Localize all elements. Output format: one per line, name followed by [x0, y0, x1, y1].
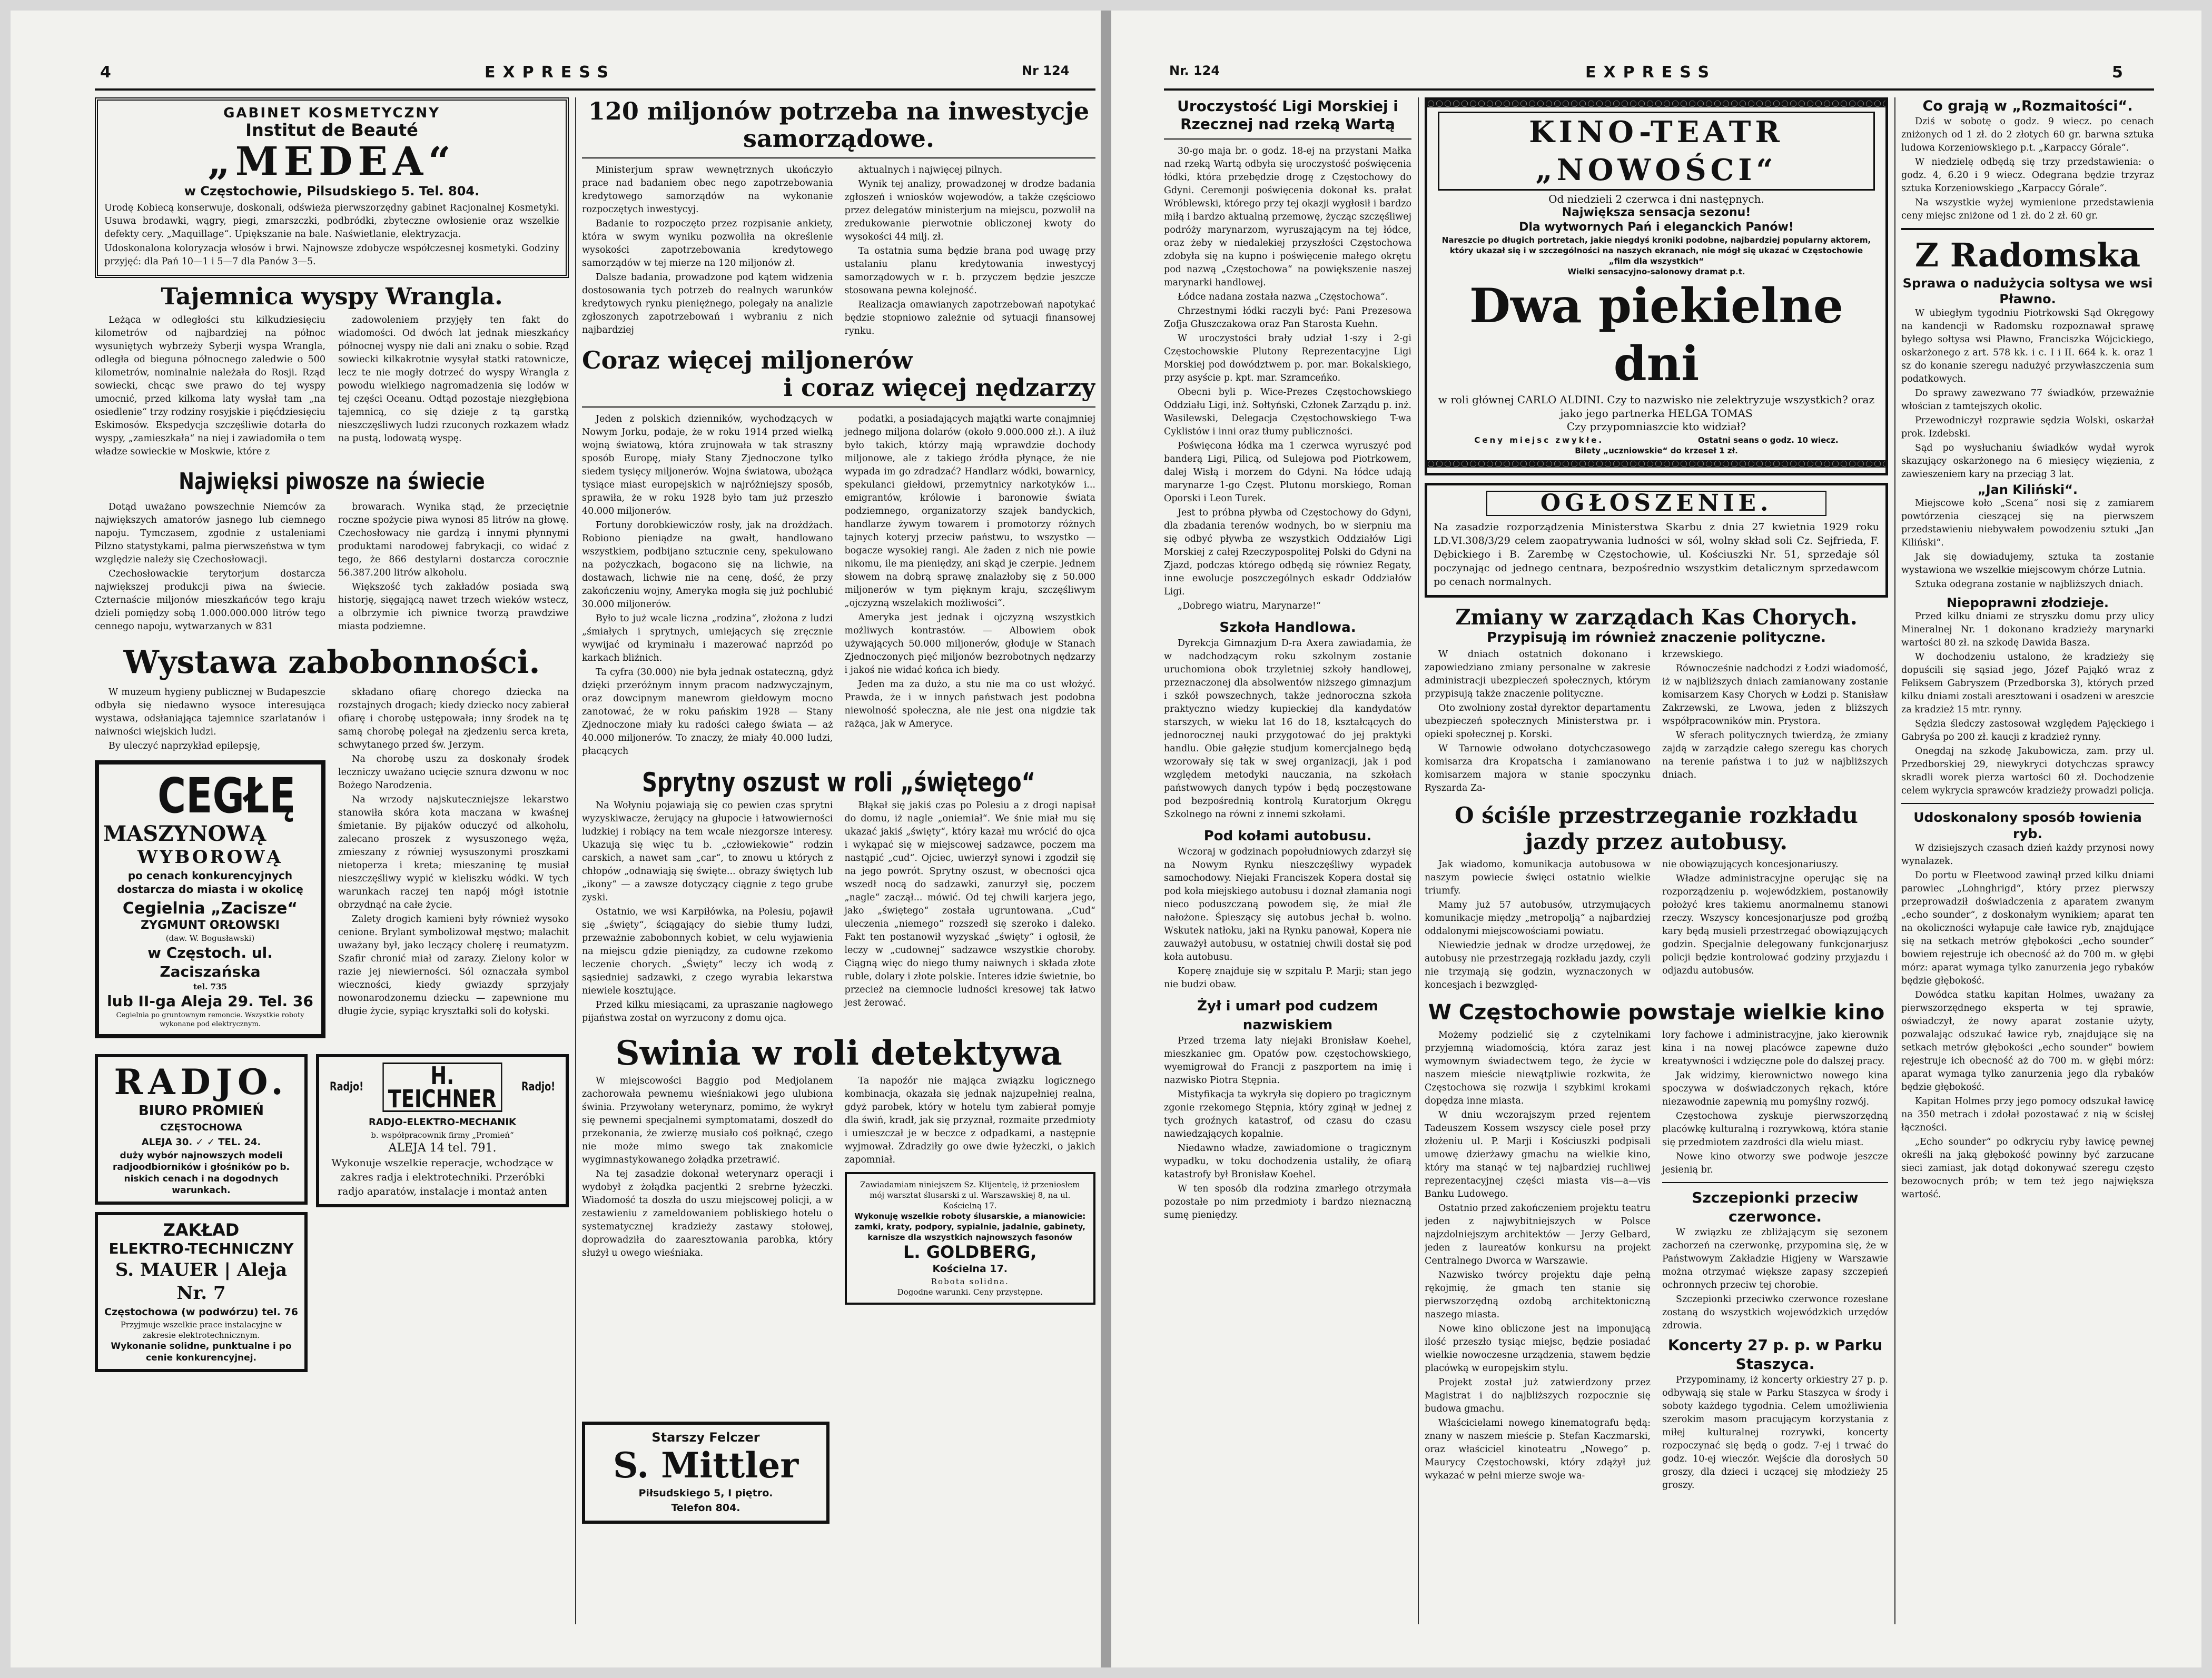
koncerty-p1: Przypominamy, iż koncerty orkiestry 27 p. p. odbywają się stale w Parku Staszyca w środy i soboty każdego tygodnia. Celem umożliwienia szerokim masom pracującym korzystania z miłej kulturalnej rozrywki, koncerty rozpoczynać się będą o godz. 7-ej i trwać do godz. 10-ej wieczór. Wejście dla dorosłych 50 groszy, dla dzieci i uczącej się młodzieży 25 groszy.: [1662, 1375, 1888, 1491]
cegle-t5: Cegielnia „Zacisze“: [122, 899, 298, 918]
cegle-t3: WYBOROWĄ: [137, 847, 283, 868]
swinia-body: [582, 1075, 1095, 1312]
right-page: [1111, 11, 2201, 1667]
newspaper-spread: [11, 11, 2201, 1667]
left-column-1: [95, 97, 569, 1624]
left-column-divider: [575, 97, 576, 1624]
autobus-title: Pod kołami autobusu.: [1203, 828, 1372, 844]
inwestycje-p4: aktualnych i najwięcej pilnych.: [858, 165, 1003, 175]
goldberg-t4: Kościelna 17.: [932, 1263, 1008, 1275]
nedza-p3: Było to już wcale liczna „rodzina“, złożona z ludzi „śmiałych i sprytnych, umiejących się zręcznie wywijać od kryminału i mazerować naprzód po karkach bliźnich.: [582, 613, 833, 663]
kino-dots-top: [1427, 100, 1885, 107]
inwestycje-p3: Dalsze badania, prowadzone pod kątem widzenia dostosowania tych potrzeb do realnych warunków kredytowych rynku pieniężnego, polegały na analizie zgłoszonych zapotrzebowań i wybraniu z nich najbardziej: [582, 272, 833, 335]
swinia-p3: Ta napoźór nie mająca związku logicznego kombinacja, okazała się jednak najzupełniej realna, gdyż parobek, który w hotelu tym zabierał pomyje dla świń, kradł, jak się przyznał, rozmaite przedmioty i umieszczał je w beczce z odpadkami, a następnie wyjmował. Zdradziły go owe dwie łyżeczki, o jakich zapomniał.: [844, 1076, 1095, 1165]
wystawa-p5: Na wrzody najskuteczniejsze lekarstwo stanowiła skóra kota maczana w kwaśnej śmietanie. By pijaków oduczyć od alkoholu, zalecano proszek z wysuszonego węża, zmieszany z równiej wysuszonymi proszkami nietoperza i kreta; mieszaninę tę musiał nieszczęśliwy wypić w kieliszku wódki. W tych warunkach raczej ten napój mógł istotnie obrzydnąć na całe życie.: [338, 795, 569, 910]
radomska-p6: Jak się dowiadujemy, sztuka ta zostanie wystawiona we wszelkie miejscowym chórze Lutnia.: [1901, 552, 2154, 575]
rozmaitosci-title: Co grają w „Rozmaitości“.: [1922, 98, 2133, 114]
goldberg-t2: Wykonuję wszelkie roboty ślusarskie, a mianowicie: zamki, kraty, podpory, sypialnie, jadalnie, gabinety, karnisze dla wszystkich najnowszych fasonów: [854, 1212, 1086, 1242]
cegle-t6: ZYGMUNT ORŁOWSKI: [141, 919, 280, 932]
piwosze-p2: Czechosłowackie terytorjum dostarcza największej produkcji piwa na świecie. Czternaście miljonów mieszkańców tego kraju dzieli pomiędzy sobą 1.000.000.000 litrów tego cennego napoju, wytwarzanych w 831: [95, 569, 325, 632]
cegle-t4: po cenach konkurencyjnych dostarcza do miasta i w okolicę: [117, 869, 303, 896]
wrangel-p2: zadowoleniem przyjęły ten fakt do wiadomości. Od dwóch lat jednak mieszkańcy północnej wyspy nie dali ani znaku o sobie. Rząd sowiecki kilkakrotnie wysyłał statki ratownicze, lecz te nie mogły dotrzeć do wyspy Wrangla z powodu wielkiego nagromadzenia się lodów w tej części Oceanu. Odtąd pozostaje niezgłębiona tajemnicą, co się dzieje z tą garstką nieszczęśliwych ludzi rzuconych rozkazem władz na pustą, lodowatą wyspę.: [338, 315, 569, 444]
kino2-p7: Właścicielami nowego kinematografu będą: znany w naszem mieście p. Stefan Kaczmarski, oraz właściciel kinoteatru „Nowego“ p. Maurycy Częstochowski, który zdążył już wykazać w pełni mierze swoje wa-: [1425, 1418, 1651, 1481]
kino2-body: [1425, 1029, 1888, 1493]
ryb-rule: [1901, 803, 2154, 804]
kino-t1: KINO-TEATR „NOWOŚCI“: [1438, 112, 1875, 191]
cegle-t11: Cegielnia po gruntownym remoncie. Wszystkie roboty wykonane pod elektrycznym.: [116, 1011, 304, 1028]
inwestycje-rule: [582, 157, 1095, 158]
kasy-p5: Równocześnie nadchodzi z Łodzi wiadomość, iż w najbliższych dniach zamianowany zostanie komisarzem Kasy Chorych w Łodzi p. Stanisław Zakrzewski, ze Lwowa, jeden z bliższych współpracowników min. Prystora.: [1662, 663, 1888, 727]
medea-address: w Częstochowie, Pilsudskiego 5. Tel. 804.: [184, 184, 480, 198]
right-header-rule: [1164, 88, 2154, 91]
mittler-t1: Starszy Felczer: [651, 1430, 760, 1445]
kino-t2: Od niedzieli 2 czerwca i dni następnych.: [1548, 193, 1764, 205]
zlodzieje-p1: Przed kilku dniami ze stryszku domu przy ulicy Mineralnej Nr. 1 dokonano kradzieży marynarki wartości 80 zł. na szkodę Dawida Basza.: [1901, 611, 2154, 648]
wystawa-body: [95, 686, 569, 1046]
kasy-p2: Oto zwolniony został dyrektor departamentu ubezpieczeń społecznych Ministerstwa pr. i opieki społecznej p. Korski.: [1425, 703, 1651, 740]
wrangel-body: [95, 314, 569, 460]
spread-gutter: [1101, 11, 1111, 1667]
oszust-p1: Na Wołyniu pojawiają się co pewien czas sprytni wyzyskiwacze, żerujący na głupocie i łatwowierności ludzkiej i robiący na tem wcale niezgorsze interesy. Ukazują się więc tu b. „człowiekowie“ rodzin carskich, a nawet sam „car“, to znowu u których z chłopów „odnawiają się święte... obrazy świętych lub „ikony“ — a zawsze dotyczący ciągnie z tego grube zyski.: [582, 800, 833, 903]
rozklad-p1: Jak wiadomo, komunikacja autobusowa w naszym powiecie święci ostatnio wielkie triumfy.: [1425, 859, 1651, 896]
ogloszenie-ad: [1425, 483, 1888, 598]
right-column-divider-2: [1894, 97, 1895, 1624]
koncerty-title: Koncerty 27 p. p. w Parku Staszyca.: [1667, 1336, 1883, 1373]
ryb-p3: Dowódca statku kapitan Holmes, uważany za pierwszorzędnego eksperta w tej sprawie, oświadczył, że nowy aparat zostanie użyty, pozwalając odszukać ławice ryb, znajdujące się na setkach metrów głębokości „echo sounder“ bowiem rejestruje ich obecność aż do 700 m. w głębi mórz: aparat wymaga tylko zanurzenia jego dla rybaków będzie głębokość.: [1901, 990, 2154, 1093]
ryb-p2: Do portu w Fleetwood zawinął przed kilku dniami parowiec „Lohnghrigd“, który przez pierwszy przeprowadził doświadczenia z aparatem zwanym „echo sounder“, z doskonałym wynikiem; aparat ten na okoliczności wyłapuje całe ławice ryb, znajdujące się na setkach metrów głębokości „echo sounder“ bowiem rejestruje ich obecność aż do 700 m. w głębi mórz: aparat wymaga tylko zanurzenia jego rybaków będzie głębokość.: [1901, 870, 2154, 986]
liga-p2: Łódce nadana została nazwa „Częstochowa“.: [1178, 292, 1388, 302]
zyl-p1: Przed trzema laty niejaki Bronisław Koehel, mieszkaniec gm. Opatów pow. częstochowskiego, wyemigrował do Francji z paszportem na imię i nazwisko Piotra Stępnia.: [1164, 1036, 1411, 1086]
inwestycje-p6: Ta ostatnia suma będzie brana pod uwagę przy ustalaniu planu kredytowania inwestycyj samorządowych w r. b. przyczem będzie jeszcze stosowana pewna kolejność.: [844, 246, 1095, 296]
piwosze-p4: Większość tych zakładów posiada swą historję, sięgającą nawet trzech wieków wstecz, a olbrzymie ich piwnice tworzą prawdziwe miasta podziemne.: [338, 582, 569, 632]
nedza-p7: Jeden ma za dużo, a stu nie ma co ust włożyć. Prawda, że i w innych państwach jest podobna niewolność społeczna, ale nie jest ona nigdzie tak rażąca, jak w Ameryce.: [844, 679, 1095, 729]
kino-t6: Wielki sensacyjno-salonowy dramat p.t.: [1567, 267, 1745, 276]
piwosze-p1: Dotąd uważano powszechnie Niemców za największych amatorów jasnego lub ciemnego napoju. Tymczasem, zgodnie z ustaleniami Pilzno statystykami, palma pierwszeństwa w tym względzie należy się Czechosłowacji.: [95, 502, 325, 565]
radjo-t5: duży wybór najnowszych modeli radjoodbiorników i głośników po b. niskich cenach i na dogodnych warunkach.: [113, 1150, 290, 1196]
kasy-body: [1425, 648, 1888, 796]
cegle-t1: CEGŁĘ: [157, 768, 296, 824]
kino2-p6: Projekt został już zatwierdzony przez Magistrat i do najbliższych rozpocznie się budowa gmachu.: [1425, 1377, 1651, 1414]
nedza-title-1: Coraz więcej miljonerów: [582, 346, 913, 374]
zlodzieje-title: Niepoprawni złodzieje.: [1947, 595, 2109, 610]
nedza-p6: Ameryka jest jednak i ojczyzną wszystkich możliwych kontrastów. — Albowiem obok używających 50.000 miljonerów, głoduje w Stanach Zjednoczonych pięć miljonów bezrobotnych nędzarzy i jakoś nie widać końca ich biedy.: [844, 612, 1095, 676]
right-page-number: 5: [2112, 63, 2123, 82]
radomska-p4: Sąd po wysłuchaniu świadków wydał wyrok skazujący oskarżonego na 6 miesięcy więzienia, z zawieszeniem kary na przeciąg 3 lat.: [1901, 443, 2154, 480]
kasy-p4: krzewskiego.: [1662, 649, 1724, 660]
nedza-p1: Jeden z polskich dzienników, wychodzących w Nowym Jorku, podaje, że w roku 1914 przed wielką wojną światową, która zrujnowała w tak straszny sposób Europę, miały Stany Zjednoczone tylko siedem tysięcy miljonerów. Wojna światowa, ubożąca tysiące miast europejskich w najróżniejszy sposób, sprawiła, że w roku 1928 było tam już przeszło 40.000 miljonerów.: [582, 414, 833, 517]
radomska-sub: Sprawa o nadużycia soltysa we wsi Pławno.: [1902, 276, 2153, 306]
oszust-body: [582, 799, 1095, 1026]
ryb-p1: W dzisiejszych czasach dzień każdy przynosi nowy wynalazek.: [1901, 843, 2154, 867]
liga-p6: Poświęcona łódka ma 1 czerwca wyruszyć pod banderą Ligi, Pilicą, od Sulejowa pod Piotrkowem, dalej Wisłą i morzem do Gdyni. Na łódce udają marynarze 1-go Częst. Plutonu morskiego, Roman Oporski i Leon Turek.: [1164, 441, 1411, 504]
nedza-p2: Fortuny dorobkiewiczów rosły, jak na drożdżach. Robiono pieniądze na gwałt, handlowano wszystkiem, podbijano sztucznie ceny, spekulowano na pożyczkach, bogacono się na lichwie, na dostawach, lichwie nie na cenę, dość, że przy zakończeniu wojny, Ameryka mogła się już pochlubić 30.000 miljonerów.: [582, 520, 833, 610]
wystawa-p6: Zalety drogich kamieni były również wysoko cenione. Brylant symbolizował męstwo; malachit uważany był, jako leczący cholerę i reumatyzm. Szafir chronić miał od zarazy. Zielony kolor w razie jej niewierności. Sól oznaczała symbol wieczności, kiedy gwiazdy sprzyjały nowonarodzonemu dziecku — zapewnione mu długie życie, sypiąc kryształki soli do kołyski.: [338, 914, 569, 1017]
wystawa-p1: W muzeum hygieny publicznej w Budapeszcie odbyła się niedawno wysoce interesująca wystawa, odsłaniająca tajemnice szarlatanów i naiwności wiejskich ludzi.: [95, 687, 325, 737]
mittler-t3: Piłsudskiego 5, I piętro.: [638, 1487, 773, 1499]
teichner-sub2: b. współpracownik firmy „Promień“: [371, 1130, 514, 1140]
kasy-p6: W sferach politycznych twierdzą, że zmiany zajdą w zarządzie całego szeregu kas chorych na terenie państwa i to już w najbliższych dniach.: [1662, 730, 1888, 780]
kino-t12: Bilety „uczniowskie“ do krzeseł 1 zł.: [1575, 446, 1738, 455]
kino2-p2: W dniu wczorajszym przed rejentem Tadeuszem Kossem wszyscy ciele poseł przy złożeniu ul. P. Marji i Kościuszki podpisali umowę dzierżawy gmachu na wielkie kino, który ma stanąć w tej najbardziej ruchliwej reprezentacyjnej części miasta vis—a—vis Banku Ludowego.: [1425, 1110, 1651, 1199]
ogloszenie-body: Na zasadzie rozporządzenia Ministerstwa Skarbu z dnia 27 kwietnia 1929 roku LD.VI.308/3/29 celem zaopatrywania ludności w sól, wolny skład soli Cz. Sejfrieda, F. Dębickiego i B. Zarembę w Częstochowie, ul. Kościuszki Nr. 51, sprzedaje sól poczynając od jednego centnara, bezpośrednio wszystkim detalicznym sprzedawcom po cenach normalnych.: [1434, 521, 1879, 588]
oszust-p3: Przed kilku miesiącami, za upraszanie nagłowego pijaństwa został on wyrzucony z domu ojca.: [582, 1000, 833, 1024]
rozklad-title: O ściśle przestrzeganie rozkładu jazdy przez autobusy.: [1455, 802, 1858, 855]
zlodzieje-p4: Onegdaj na szkodę Jakubowicza, zam. przy ul. Przedborskiej 29, niewykryci dotychczas sprawcy skradli worek pierza wartości 60 zł. Dochodzenie celem wykrycia sprawców kradzieży prowadzi policja.: [1901, 746, 2154, 796]
teichner-ad: [316, 1054, 569, 1207]
mauer-t6: Wykonanie solidne, punktualne i po cenie konkurencyjnej.: [111, 1341, 292, 1363]
nedza-p4: Ta cyfra (30.000) nie była jednak ostateczną, gdyż dzięki przeróżnym innym pracom nadzwyczajnym, oraz dowcipnym manewrom giełdowym mocno zanotować, że w roku pańskim 1928 — Stany Zjednoczone miały ku radości całego świata — aż 40.000 miljonerów. To znaczy, że miały 40.000 ludzi, płacących: [582, 667, 833, 757]
kino-t9: Czy przypomniaszcie kto widział?: [1566, 420, 1746, 433]
zyl-p3: Niedawno władze, zawiadomione o tragicznym wypadku, w toku dochodzenia ustaliły, że ofiarą katastrofy był Bronisław Koehel.: [1164, 1143, 1411, 1180]
nedza-body: [582, 413, 1095, 759]
radjo-t4: ALEJA 30. ✓ ✓ TEL. 24.: [141, 1137, 261, 1148]
swinia-p1: W miejscowości Baggio pod Medjolanem zachorowała pewnemu wieśniakowi jego ulubiona świnia. Przywołany weterynarz, pomimo, że wykrył się pewnemi specjalnemi symptomatami, doszedł do przekonania, że zwierzę musiało coś połknąć, czego nie może mimo swego tak znakomicie wygimnastykowanego żołądka przetrawić.: [582, 1076, 833, 1165]
cegle-ad: [95, 760, 325, 1038]
zyl-p2: Mistyfikacja ta wykryła się dopiero po tragicznym zgonie rzekomego Stępnia, który zginął w jednej z tych groźnych katastrof, od czasu do czasu nawiedzających kopalnie.: [1164, 1089, 1411, 1139]
liga-p7: Jest to próbna pływba od Częstochowy do Gdyni, dla zbadania terenów wodnych, bo w sierpniu ma się odbyć pływba ze wszystkich Oddziałów Ligi Morskiej z całej Rzeczypospolitej Polski do Gdyni na Zjazd, podczas którego odbędą się równiez Regaty, inne ewolucje poszczególnych eskadr Oddziałów Ligi.: [1164, 508, 1411, 597]
kasy-p1: W dniach ostatnich dokonano i zapowiedziano zmiany personalne w zakresie administracji ubezpieczeń społecznych, którym przypisują także znaczenie polityczne.: [1425, 649, 1651, 699]
mauer-t4: Częstochowa (w podwórzu) tel. 76: [104, 1306, 298, 1318]
right-issue-number: Nr. 124: [1169, 63, 1220, 78]
szczepionki-p1: W związku ze zbliżającym się sezonem zachorzeń na czerwonkę, przypomina się, że w Państwowym Zakładzie Higjeny w Warszawie można otrzymać większe zapasy szczepień ochronnych przeciw tej chorobie.: [1662, 1227, 1888, 1290]
wrangel-title: Tajemnica wyspy Wrangla.: [161, 283, 503, 310]
piwosze-title: Najwięksi piwosze na świecie: [179, 468, 485, 495]
kino2-p5: Nowe kino obliczone jest na imponującą ilość przeszło tysiąc miejsc, będzie posiadać wielkie nowoczesne urządzenia, stawem będzie placówką w europejskim stylu.: [1425, 1324, 1651, 1374]
zlodzieje-p3: Sędzia śledczy zastosował względem Pajęckiego i Gabryśa po 200 zł. kaucji z kradzież rynny.: [1901, 719, 2154, 742]
liga-p4: W uroczystości brały udział 1-szy i 2-gi Częstochowskie Plutony Reprezentacyjne Ligi Morskiej pod dowództwem p. por. mar. Bokalskiego, przy asyście p. kpt. mar. Szramceńko.: [1164, 333, 1411, 383]
left-header-rule: [95, 88, 1095, 91]
teichner-side-right: Radjo!: [521, 1080, 555, 1094]
liga-p3: Chrzestnymi łódki raczyli być: Pani Prezesowa Zofja Głuszczakowa oraz Pan Starosta Kuehn.: [1164, 306, 1411, 330]
cegle-t8: w Częstoch. ul. Zaciszańska: [147, 944, 273, 980]
mittler-t2: S. Mittler: [613, 1445, 799, 1486]
nedza-rule: [582, 406, 1095, 408]
right-column-3: [1901, 97, 2154, 1624]
medea-name: „MEDEA“: [208, 139, 456, 184]
kino-t3: Największa sensacja sezonu!: [1562, 206, 1751, 219]
wystawa-title: Wystawa zabobonności.: [123, 644, 540, 681]
left-header-title: EXPRESS: [485, 63, 616, 82]
autobus-p1: Wczoraj w godzinach popołudniowych zdarzył się na Nowym Rynku nieszczęśliwy wypadek samochodowy. Niejaki Franciszek Kopera dostał się pod koła miejskiego autobusu i doznał złamania nogi nieco poduszczaną powodem się, że miał źle nałożone. Śpieszący się autobus jechał b. wolno. Wskutek natłoku, jaki na Rynku panował, Kopera nie zauważył autobusu, w ostatniej chwili dostał się pod koła autobusu.: [1164, 847, 1411, 962]
kino2-title: W Częstochowie powstaje wielkie kino: [1428, 1000, 1885, 1025]
wystawa-p4: Na chorobę uszu za doskonały środek leczniczy uważano ucięcie sznura dzwonu w noc Bożego Narodzenia.: [338, 754, 569, 791]
szczepionki-p2: Szczepionki przeciwko czerwonce rozesłane zostaną do wszystkich wojewódzkich urzędów zdrowia.: [1662, 1294, 1888, 1331]
inwestycje-p1: Ministerjum spraw wewnętrznych ukończyło prace nad badaniem obec nego zapotrzebowania kredytowego samorządów na wykonanie rozpoczętych inwestycyj.: [582, 165, 833, 215]
teichner-sub: RADJO-ELEKTRO-MECHANIK: [369, 1117, 516, 1128]
inwestycje-body: [582, 164, 1095, 339]
kino-footer: [1427, 435, 1885, 445]
szczepionki-rule: [1662, 1182, 1888, 1183]
zyl-p4: W ten sposób dla rodzina zmarłego otrzymała pozostałe po nim przedmioty i bardzo nieznaczną sumę pieniędzy.: [1164, 1184, 1411, 1220]
radomska-sub2: „Jan Kiliński“.: [1977, 482, 2078, 497]
liga-p1: 30-go maja br. o godz. 18-ej na przystani Małka nad rzeką Wartą odbyła się uroczystość poświęcenia łódki, która przebędzie drogę z Częstochowy do Gdyni. Ceremonji poświęcenia dokonał ks. prałat Wróblewski, którego przy tej okazji wygłosił i bardzo miłą i bardzo aktualną przemowę, życząc szczęśliwej podróży marynarzom, wyruszającym na tej łódce, oraz żeby w niedalekiej przyszłości Częstochowa zdobyła się na kupno i poświęcenie małego okrętu pod nazwą „Częstochowa“ na powiększenie naszej marynarki handlowej.: [1164, 146, 1411, 288]
ryb-p4: Kapitan Holmes przy jego pomocy odszukał ławicę na 350 metrach i zdołał pozostawać z nią w ścisłej łączności.: [1901, 1096, 2154, 1133]
rozklad-p5: Władze administracyjne operując się na rozporządzeniu p. wojewódzkiem, postanowiły położyć kres takiemu anormalnemu stanowi rzeczy. Wszyscy koncesjonarjusze pod groźbą kary będą musieli przestrzegać obowiązujących godzin. Specjalnie delegowany funkcjonarjusz policji będzie kontrolować godziny przyjazdu i odjazdu autobusów.: [1662, 873, 1888, 976]
kino2-p10: Częstochowa zyskuje pierwszorzędną placówkę kulturalną i rozrywkową, która stanie się przedmiotem zazdrości dla wielu miast.: [1662, 1111, 1888, 1148]
ryb-p5: „Echo sounder“ po odkryciu ryby ławicę pewnej określi na jaką głębokość powinny być zarzucane sieci zamiast, jak dotąd dokonywać szeregu często bezowocnych prób; w tem też jego największa wartość.: [1901, 1137, 2154, 1200]
mittler-t4: Telefon 804.: [671, 1502, 740, 1514]
nedza-p5: podatki, a posiadających majątki warte conajmniej jednego miljona dolarów (około 9.000.000 zł.). A iluż było takich, którzy mają wprawdzie dochody miljonowe, ale z takiego źródła płynące, że nie wypada im go zdradzać? Handlarz wódki, bowarnicy, spekulanci giełdowi, przemytnicy narkotyków i... emigrantów, królowie i baronowie świata podziemnego, organizatorzy szajek bandyckich, handlarze żywym towarem i promotorzy różnych tajnych koteryj przeciw państwu, to wszystko — bogacze wysokiej rangi. Ale żaden z nich nie powie nikomu, ile ma pieniędzy, ani skąd je czerpie. Jednem słowem na dobrą sprawę znalazłoby się z 50.000 miljonerów w tym pięknym kraju, szczęśliwym „ojczyzną wszelakich możliwości“.: [844, 414, 1095, 609]
rozmaitosci-p3: Na wszystkie wyżej wymienione przedstawienia ceny miejsc zniżone od 1 zł. do 2 zł. 60 gr.: [1901, 197, 2154, 221]
swinia-p2: Na tej zasadzie dokonał weterynarz operacji i wydobył z żołądka pacjentki 2 srebrne łyżeczki. Wiadomość ta doszła do uszu miejscowej policji, a w zestawieniu z zameldowaniem pobliskiego hotelu o systematycznej kradzieży zastawy stołowej, doprowadziła do zaaresztowania parobka, który służył u owego wieśniaka.: [582, 1169, 833, 1258]
wrangel-p1: Leżąca w odległości stu kilkudziesięciu kilometrów od najbardziej na północ wysuniętych wybrzeży Syberji wyspa Wrangla, odległa od bieguna północnego zaledwie o 500 kilometrów, nominalnie należała do Rosji. Rząd sowiecki, chcąc swe prawo do tej wyspy umocnić, przed kilkoma laty wysłał tam „na osiedlenie“ trzy rodziny rosyjskie i pięćdziesięciu Eskimosów. Ekspedycja szczęśliwie dotarła do wyspy, „zamieszkała“ na niej i zawiadomiła o tem władze sowieckie w Moskwie, które z: [95, 315, 325, 457]
right-header-title: EXPRESS: [1585, 63, 1717, 82]
mauer-t2: ELEKTRO-TECHNICZNY: [108, 1240, 294, 1257]
handlowa-title: Szkoła Handlowa.: [1219, 620, 1356, 636]
medea-line1: GABINET KOSMETYCZNY: [223, 105, 440, 121]
radomska-title: Z Radomska: [1914, 236, 2141, 274]
ryb-title: Udoskonalony sposób łowienia ryb.: [1913, 810, 2142, 841]
radomska-rule: [1901, 228, 2154, 230]
goldberg-t3: L. GOLDBERG,: [903, 1242, 1037, 1262]
radomska-p3: Przewodniczył rozprawie sędzia Wolski, oskarżał prok. Izdebski.: [1901, 415, 2154, 439]
mauer-t5: Przyjmuje wszelkie prace instalacyjne w zakresie elektrotechnicznym.: [120, 1320, 282, 1340]
left-page-number: 4: [100, 63, 111, 82]
cegle-t7: (daw. W. Bogusławski): [165, 934, 255, 943]
medea-line2: Institut de Beauté: [245, 120, 418, 140]
piwosze-body: [95, 501, 569, 634]
rozmaitosci-p2: W niedzielę odbędą się trzy przedstawienia: o godz. 4, 6.20 i 9 wiecz. Odegrana będzie trzyraz sztuka Korzeniowskiego „Karpaccy Górale“.: [1901, 157, 2154, 194]
goldberg-t1: Zawiadamiam niniejszem Sz. Klijentelę, iż przeniosłem mój warsztat ślusarski z ul. Warszawskiej 8, na ul. Kościelną 17.: [860, 1180, 1080, 1210]
kino2-p4: Nazwisko twórcy projektu daje pełną rękojmię, że gmach ten stanie się pierwszorzędną ozdobą architektoniczną naszego miasta.: [1425, 1270, 1651, 1320]
kino-t11: Ostatni seans o godz. 10 wiecz.: [1697, 435, 1839, 445]
teichner-addr: ALEJA 14 tel. 791.: [388, 1141, 497, 1155]
inwestycje-p2: Badanie to rozpoczęto przez rozpisanie ankiety, która w swym wyniku pozwoliła na określenie wysokości zapotrzebowania kredytowego samorządów w tej mierze na 120 miljonów zł.: [582, 219, 833, 269]
radjo-t1: RADJO.: [114, 1061, 289, 1103]
mittler-ad: [582, 1422, 829, 1524]
liga-title: Uroczystość Ligi Morskiej i Rzecznej nad rzeką Wartą: [1177, 97, 1398, 133]
ogloszenie-title: OGŁOSZENIE.: [1486, 491, 1826, 516]
teichner-body: Wykonuje wszelkie reperacje, wchodzące w zakres radja i elektrotechniki. Przeróbki radjo aparatów, instalacje i montaż anten: [331, 1157, 554, 1197]
kino-t5: Nareszcie po długich portretach, jakie niegdyś kroniki podobne, najbardziej popularny aktorem, który ukazał się i w szczególności na naszych ekranach, nie mógł się ukazać w Częstochowie „film dla wszystkich“: [1441, 235, 1871, 266]
mauer-t3: S. MAUER | Aleja Nr. 7: [115, 1259, 288, 1304]
kino-t4: Dla wytwornych Pań i eleganckich Panów!: [1519, 221, 1794, 234]
radjo-t3: CZĘSTOCHOWA: [160, 1122, 242, 1133]
mauer-t1: ZAKŁAD: [163, 1220, 240, 1240]
radomska-p1: W ubiegłym tygodniu Piotrkowski Sąd Okręgowy na kandencji w Radomsku rozpoznawał sprawę byłego sołtysa wsi Pławno, Franciszka Wójcickiego, oskarżonego z art. 578 kk. i c. I i II. 664 k. k. oraz 1 sz do konanie szeregu nadużyć przywłaszczenia sum podatkowych.: [1901, 308, 2154, 384]
rozklad-p4: nie obowiązujących koncesjonariuszy.: [1662, 859, 1839, 870]
kasy-p3: W Tarnowie odwołano dotychczasowego komisarza dra Kropatscha i zamianowano komisarzem majora w stanie spoczynku Ryszarda Za-: [1425, 743, 1651, 793]
handlowa-p1: Dyrekcja Gimnazjum D-ra Axera zawiadamia, że w nadchodzącym roku szkolnym zostanie uruchomiona obok trzyletniej szkoły handlowej, przeznaczonej dla absolwentów niższego gimnazjum i szkół powszechnych, także jednoroczna szkoła praktyczno wiedzy kupieckiej dla kandydatów starszych, w wieku lat 16 do 18, kształcących do jednorocznej nauki przygotować do jej praktyki handlu. Obie gałęzie studjum komercjalnego będą wzorowały się tak w swej organizacji, jak i pod względem metodyki nauczania, na szkołach państwowych danych typów i będą poczęstowane pod bezpośrednią kontrolą Kuratorjum Okręgu Szkolnego na równi z innemi szkołami.: [1164, 638, 1411, 820]
teichner-name: H. TEICHNER: [383, 1063, 502, 1112]
goldberg-t6: Dogodne warunki. Ceny przystępne.: [897, 1287, 1043, 1297]
liga-rule: [1164, 138, 1411, 140]
rozmaitosci-p1: Dziś w sobotę o godz. 9 wiecz. po cenach zniżonych od 1 zł. do 2 złotych 60 gr. barwna sztuka ludowa Korzeniowskiego p.t. „Karpaccy Górale“.: [1901, 116, 2154, 153]
mauer-ad: [95, 1212, 308, 1372]
kino-t10: Ceny miejsc zwykłe.: [1474, 435, 1604, 445]
radjo-ad: [95, 1054, 308, 1205]
radomska-p2: Do sprawy zawezwano 77 świadków, przeważnie włościan z tamtejszych okolic.: [1901, 388, 2154, 412]
oszust-p2: Ostatnio, we wsi Karpiłówka, na Polesiu, pojawił się „święty“, ściągający do siebie tłumy ludzi, przeważnie zabobonnych kobiet, w celu wyjawienia na miejscu gdzie pieniądzy, za cudowne rzekomo leczenie chorych. „Święty“ leczy ich wodą z sąsiedniej sadzawki, z czego wyrabia lekarstwa niewiele kosztujące.: [582, 907, 833, 996]
cegle-t10: lub II-ga Aleja 29. Tel. 36: [107, 992, 313, 1010]
zyl-title: Żył i umarł pod cudzem nazwiskiem: [1197, 998, 1378, 1033]
kino2-p9: Jak widzimy, kierownictwo nowego kina spoczywa w doświadczonych rękach, które niezawodnie zapewnią mu pomyślny rozwój.: [1662, 1070, 1888, 1107]
goldberg-t5: Robota solidna.: [931, 1277, 1009, 1286]
left-issue-number: Nr 124: [1022, 63, 1070, 78]
goldberg-ad: [845, 1172, 1096, 1305]
kino2-p1: Możemy podzielić się z czytelnikami przyjemną wiadomością, która zaraz jest wymownym świadectwem tego, że życie w naszem mieście niewątpliwie rozkwita, że Częstochowa się rozwija i szybkimi krokami dopędza inne miasta.: [1425, 1030, 1651, 1106]
inwestycje-p7: Realizacja omawianych zapotrzebowań napotykać będzie stopniowo zależnie od sytuacji finansowej rynku.: [844, 300, 1095, 336]
rozklad-p3: Niewiedzie jednak w drodze urzędowej, że autobusy nie przestrzegają rozkładu jazdy, czyli nie trzymają się godzin, wyznaczonych w koncesjach i bezwzględ-: [1425, 940, 1651, 990]
left-column-2: [582, 97, 1095, 1624]
szczepionki-title: Szczepionki przeciw czerwonce.: [1692, 1189, 1859, 1225]
kino-t7: Dwa piekielne dni: [1469, 278, 1844, 392]
wystawa-p2: By uleczyć naprzykład epilepsję,: [108, 741, 261, 751]
kasy-sub: Przypisują im również znaczenie polityczne.: [1487, 630, 1826, 646]
inwestycje-p5: Wynik tej analizy, prowadzonej w drodze badania zgłoszeń i wniosków wojewodów, a także częściowo przez delegatów ministerjum na miejscu, pozwolił na zredukowanie pierwotnie obliczonej kwoty do wysokości 44 milj. zł.: [844, 179, 1095, 242]
oszust-p4: Błąkał się jakiś czas po Polesiu a z drogi napisał do domu, iż nagle „oniemiał“. We śnie miał mu się ukazać jakiś „święty“, który kazał mu wrócić do ojca i wykąpać się w miejscowej sadzawce, poczem ma nastąpić „cud“. Ojciec, uwierzył synowi i zgodził się na jego powrót. Sprytny oszust, w obecności ojca wszedł nocą do sadzawki, zanurzył się, poczem „nagle“ zaczął... mówić. Od tej chwili karjera jego, jako „świętego“ została ugruntowana. „Cud“ uleczenia „niemego“ rozszedł się szeroko i daleko. Fakt ten postanowił wyzyskać „święty“ i ogłosił, że leczy w „cudownej“ sadzawce wszystkie choroby. Ciągną więc do niego tłumy naiwnych i składa złote ruble, dolary i złote polskie. Interes idzie świetnie, bo przecież na ciemnocie ludności kresowej tak łatwo jest żerować.: [844, 800, 1095, 1008]
liga-p5: Obecni byli p. Wice-Prezes Częstochowskiego Oddziału Ligi, inż. Sołtyński, Członek Zarządu p. inż. Wasilewski, Delegacja Częstochowskiego T-wa Cyklistów i inni oraz tłumy publiczności.: [1164, 387, 1411, 437]
oszust-title: Sprytny oszust w roli „świętego“: [642, 767, 1035, 798]
swinia-title: Swinia w roli detektywa: [615, 1034, 1062, 1073]
kino-ad: [1425, 97, 1888, 475]
inwestycje-title: 120 miljonów potrzeba na inwestycje samorządowe.: [588, 97, 1090, 153]
medea-body: Urodę Kobiecą konserwuje, doskonali, odświeża pierwszorzędny gabinet Racjonalnej Kosmetyki. Usuwa brodawki, wągry, piegi, zmarszczki, podbródki, zbyteczne owłosienie oraz wszelkie defekty cery. „Maquillage“. Upiększanie na bale. Naświetlanie, elektryzacja.: [104, 203, 559, 240]
autobus-p2: Koperę znajduje się w szpitalu P. Marji; stan jego nie budzi obaw.: [1164, 966, 1411, 990]
nedza-title-2: i coraz więcej nędzarzy: [783, 373, 1095, 402]
left-page: [11, 11, 1101, 1667]
radjo-t2: BIURO PROMIEŃ: [138, 1103, 264, 1119]
right-column-divider-1: [1418, 97, 1419, 1624]
medea-ad: [95, 97, 569, 278]
right-column-1: [1164, 97, 1411, 1624]
kino2-p3: Ostatnio przed zakończeniem projektu teatru jeden z najwybitniejszych w Polsce najzdolniejszym architektów — Jerzy Gelbard, jeden z laureatów konkursu na projekt Centralnego Dworca w Warszawie.: [1425, 1203, 1651, 1266]
piwosze-p3: browarach. Wynika stąd, że przeciętnie roczne spożycie piwa wynosi 85 litrów na głowę. Czechosłowacy nie gardzą i innymi płynnymi produktami narodowej fabrykacji, co widać z tego, że 866 destylarni dostarcza corocznie 56.387.200 litrów alkoholu.: [338, 502, 569, 578]
teichner-side-left: Radjo!: [330, 1080, 364, 1094]
kino2-p8: lory fachowe i administracyjne, jako kierownik kina i na nowej placówce zapewne dużo kreatywności i wdzięczne pole do dalszej pracy.: [1662, 1030, 1888, 1067]
rozklad-p2: Mamy już 57 autobusów, utrzymujących komunikacje między „metropolją“ a najbardziej oddalonymi miejscowościami powiatu.: [1425, 900, 1651, 937]
rozklad-body: [1425, 858, 1888, 993]
kasy-title: Zmiany w zarządach Kas Chorych.: [1455, 605, 1858, 630]
wystawa-p3: składano ofiarę chorego dziecka na rozstajnych drogach; kiedy dziecko nocy zabierał ofiarę i chorobę ustępowała; inny środek na tę samą chorobę polegał na zjedzeniu serca kreta, schwytanego przed św. Jerzym.: [338, 687, 569, 750]
kino2-p11: Nowe kino otworzy swe podwoje jeszcze jesienią br.: [1662, 1151, 1888, 1175]
radomska-p5: Miejscowe koło „Scena“ nosi się z zamiarem powtórzenia cieszącej się na pierwszem przedstawieniu niebywałem powodzeniu sztuki „Jan Kiliński“.: [1901, 498, 2154, 548]
radomska-p7: Sztuka odegrana zostanie w najbliższych dniach.: [1915, 579, 2144, 590]
cegle-t9: tel. 735: [193, 982, 227, 991]
medea-body2: Udoskonalona koloryzacja włosów i brwi. Najnowsze zdobycze współczesnej kosmetyki. Godziny przyjęć: dla Pań 10—1 i 5—7 dla Panów 3—5.: [104, 243, 559, 267]
liga-p8: „Dobrego wiatru, Marynarze!“: [1178, 601, 1321, 611]
zlodzieje-p2: W dochodzeniu ustalono, że kradzieży się dopuścili się sąsiad jego, Józef Pająkó wraz z Feliksem Gabryszem (Przedborska 3), których przed kilku dniami zostali aresztowani i osadzeni w areszcie za kradzież 15 mtr. rynny.: [1901, 652, 2154, 715]
left-bottom-ads: [95, 1054, 569, 1379]
kino-t8: w roli głównej CARLO ALDINI. Czy to nazwisko nie zelektryzuje wszystkich? oraz jako jego partnerka HELGA TOMAS: [1438, 393, 1875, 420]
kino-dots-bottom: [1427, 460, 1885, 468]
cegle-t2: MASZYNOWĄ: [103, 821, 266, 846]
right-column-2: [1425, 97, 1888, 1624]
